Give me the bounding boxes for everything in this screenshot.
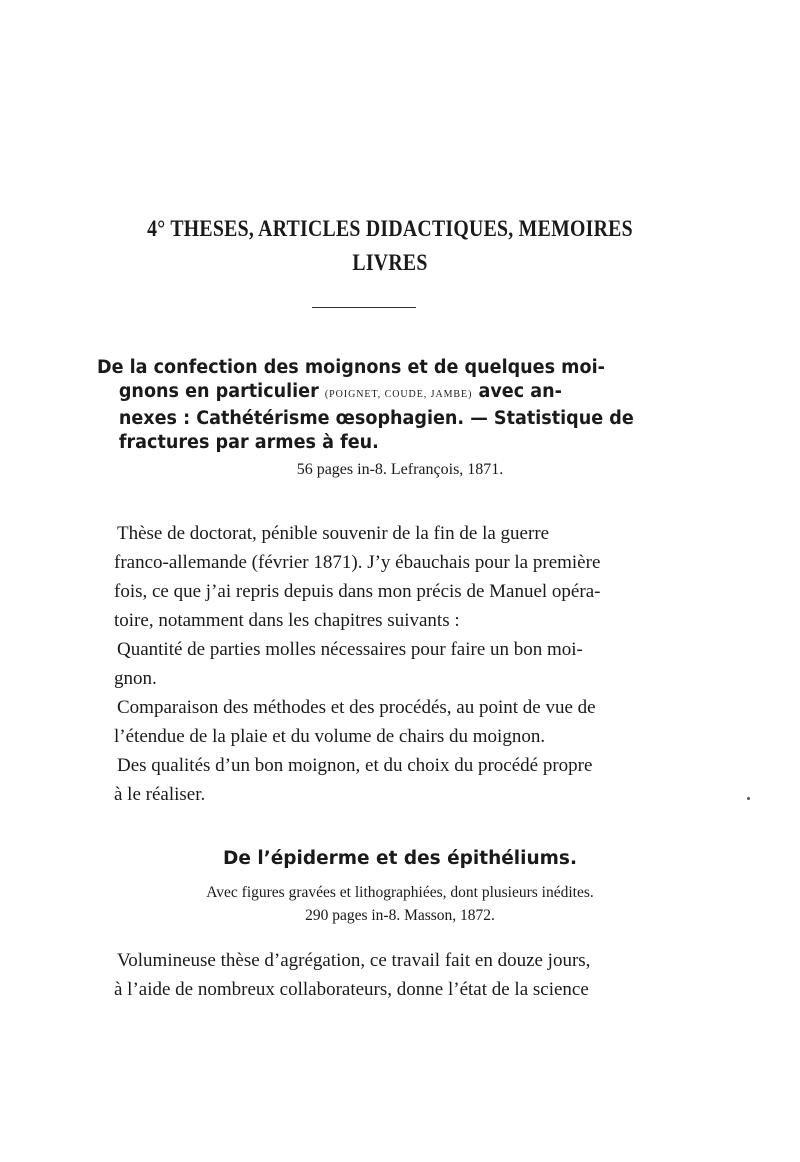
section-heading-line-2: LIVRES <box>352 250 428 275</box>
entry1-body-line: Des qualités d’un bon moignon, et du choix du procédé propre <box>117 755 593 776</box>
entry2-body-line: à l’aide de nombreux collaborateurs, donne l’état de la science <box>114 979 589 1000</box>
entry1-title-line-3: nexes : Cathétérisme œsophagien. — Statistique de <box>118 408 634 429</box>
entry1-body-line: gnon. <box>114 668 157 689</box>
entry1-body-line: toire, notamment dans les chapitres suivants : <box>114 610 460 631</box>
entry1-body-line: franco-allemande (février 1871). J’y ébauchais pour la première <box>114 552 601 573</box>
entry1-title-line-2-a: gnons en particulier <box>118 381 319 402</box>
entry1-title-smallcaps: (POIGNET, COUDE, JAMBE) <box>324 389 473 400</box>
entry1-body-line: à le réaliser. <box>114 784 206 805</box>
entry1-title-line-2-b: avec an- <box>478 381 562 402</box>
section-heading <box>132 212 648 280</box>
entry2-title: De l’épiderme et des épithéliums. <box>223 848 577 869</box>
heading-divider <box>312 307 416 308</box>
entry1-body <box>114 519 647 809</box>
entry1-title <box>97 356 657 455</box>
entry2-body-line: Volumineuse thèse d’agrégation, ce travail fait en douze jours, <box>117 950 591 971</box>
entry2-publication-line-2: 290 pages in-8. Masson, 1872. <box>305 907 495 924</box>
entry2-publication-line-1: Avec figures gravées et lithographiées, dont plusieurs inédites. <box>206 884 594 901</box>
entry1-title-line-4: fractures par armes à feu. <box>118 432 379 453</box>
section-heading-line-1: 4° THESES, ARTICLES DIDACTIQUES, MEMOIRES <box>147 216 633 241</box>
entry1-body-line: l’étendue de la plaie et du volume de chairs du moignon. <box>114 726 546 747</box>
entry1-publication: 56 pages in-8. Lefrançois, 1871. <box>296 461 504 478</box>
entry1-body-line: Quantité de parties molles nécessaires pour faire un bon moi- <box>117 639 583 660</box>
entry1-title-line-2 <box>97 380 629 407</box>
entry1-body-line: Thèse de doctorat, pénible souvenir de la fin de la guerre <box>117 523 550 544</box>
entry1-body-line: fois, ce que j’ai repris depuis dans mon précis de Manuel opéra- <box>114 581 601 602</box>
entry2-body <box>114 946 647 1004</box>
print-speck <box>747 797 750 800</box>
entry1-body-line: Comparaison des méthodes et des procédés, au point de vue de <box>117 697 596 718</box>
entry1-title-line-1: De la confection des moignons et de quelques moi- <box>97 357 605 378</box>
